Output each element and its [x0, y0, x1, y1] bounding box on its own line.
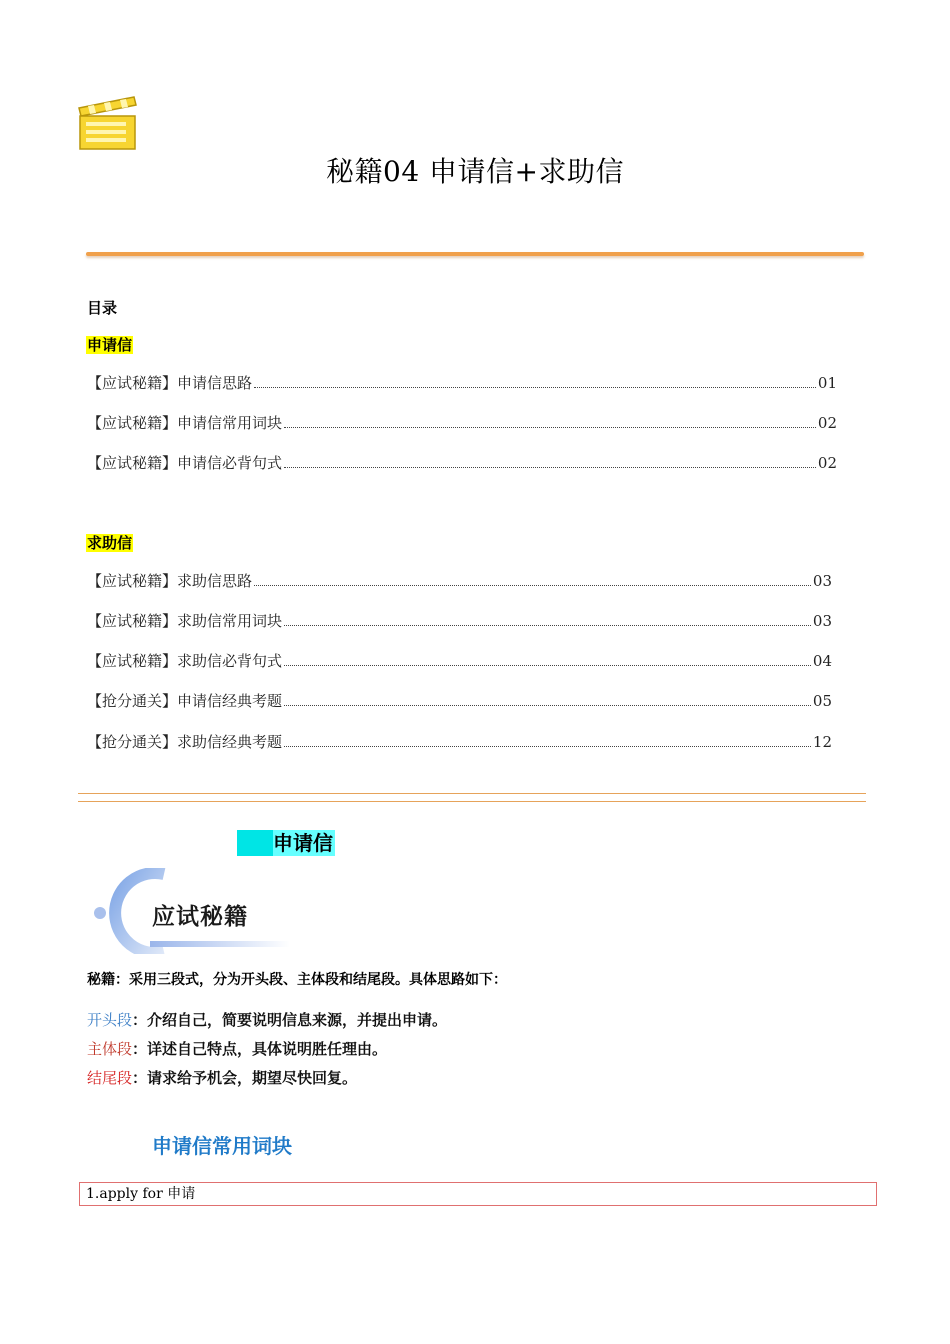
- toc-entry-page: 03: [812, 612, 832, 630]
- structure-line: [87, 1067, 357, 1088]
- toc-entry[interactable]: [87, 453, 837, 473]
- toc-entry-text: 【应试秘籍】申请信思路: [87, 374, 253, 392]
- section-heading: [237, 830, 335, 856]
- section-divider-top: [78, 793, 866, 794]
- toc-entry[interactable]: [87, 571, 832, 591]
- toc-entry[interactable]: [87, 732, 832, 752]
- toc-entry-text: 【应试秘籍】申请信常用词块: [87, 414, 283, 432]
- structure-text: 介绍自己，简要说明信息来源，并提出申请。: [147, 1011, 448, 1029]
- heading-marker: [237, 830, 273, 856]
- document-title: 秘籍04 申请信+求助信: [326, 155, 624, 188]
- toc-entry-text: 【应试秘籍】求助信必背句式: [87, 652, 283, 670]
- structure-text: 请求给予机会，期望尽快回复。: [147, 1069, 358, 1087]
- toc-group-label: [86, 335, 133, 355]
- vocab-table-row: [79, 1182, 877, 1206]
- toc-entry-page: 03: [812, 572, 832, 590]
- toc-entry[interactable]: [87, 611, 832, 631]
- toc-entry[interactable]: [87, 691, 832, 711]
- badge-label: 应试秘籍: [152, 904, 248, 930]
- toc-entry-page: 05: [812, 692, 832, 710]
- structure-key: 开头段: [87, 1011, 133, 1029]
- intro-text: 秘籍：采用三段式，分为开头段、主体段和结尾段。具体思路如下：: [87, 972, 507, 988]
- toc-entry-text: 【应试秘籍】求助信思路: [87, 572, 253, 590]
- toc-entry-text: 【抢分通关】申请信经典考题: [87, 692, 283, 710]
- clapperboard-icon: [76, 94, 138, 152]
- structure-line: [87, 1038, 387, 1059]
- toc-leader: [284, 745, 811, 747]
- toc-leader: [284, 664, 811, 666]
- toc-group-label-text: 求助信: [87, 534, 133, 552]
- structure-key: 结尾段: [87, 1069, 133, 1087]
- toc-heading: 目录: [87, 299, 118, 317]
- structure-text: 详述自己特点，具体说明胜任理由。: [147, 1040, 388, 1058]
- toc-leader: [284, 466, 816, 468]
- toc-leader: [284, 704, 811, 706]
- toc-entry-text: 【应试秘籍】申请信必背句式: [87, 454, 283, 472]
- structure-key: 主体段: [87, 1040, 133, 1058]
- toc-leader: [254, 584, 811, 586]
- toc-leader: [254, 386, 816, 388]
- structure-sep: ：: [132, 1040, 148, 1058]
- toc-entry-page: 02: [817, 414, 837, 432]
- toc-entry[interactable]: [87, 413, 837, 433]
- section-divider-bottom: [78, 801, 866, 802]
- toc-leader: [284, 426, 816, 428]
- title-divider: [86, 252, 864, 256]
- structure-sep: ：: [132, 1011, 148, 1029]
- toc-group-label-text: 申请信: [87, 336, 133, 354]
- toc-entry-text: 【应试秘籍】求助信常用词块: [87, 612, 283, 630]
- section-heading-text: 申请信: [273, 831, 333, 855]
- structure-sep: ：: [132, 1069, 148, 1087]
- structure-line: [87, 1009, 447, 1030]
- toc-entry-page: 12: [812, 733, 832, 751]
- toc-entry[interactable]: [87, 651, 832, 671]
- toc-entry-page: 04: [812, 652, 832, 670]
- vocab-item: 1.apply for 申请: [86, 1186, 196, 1202]
- toc-group-label: [86, 533, 133, 553]
- toc-entry[interactable]: [87, 373, 837, 393]
- subsection-heading: 申请信常用词块: [152, 1134, 292, 1158]
- toc-entry-page: 02: [817, 454, 837, 472]
- toc-leader: [284, 624, 811, 626]
- toc-entry-text: 【抢分通关】求助信经典考题: [87, 733, 283, 751]
- toc-entry-page: 01: [817, 374, 837, 392]
